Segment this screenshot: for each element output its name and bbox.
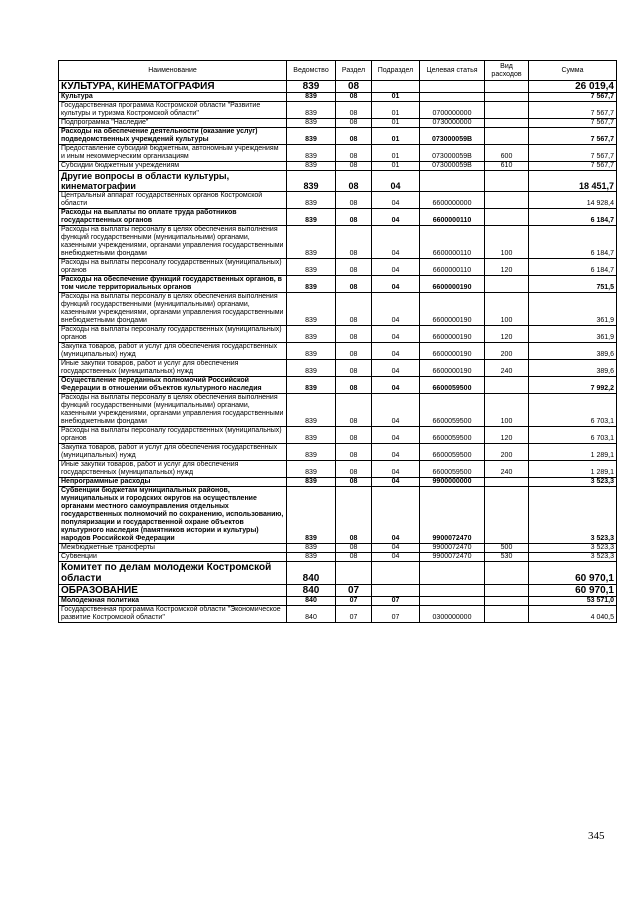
cell-target: 6600059500 bbox=[420, 444, 485, 461]
cell-dept: 839 bbox=[287, 209, 336, 226]
cell-dept: 839 bbox=[287, 487, 336, 544]
cell-target: 9900072470 bbox=[420, 553, 485, 562]
table-row bbox=[59, 427, 617, 444]
cell-amount: 7 567,7 bbox=[529, 119, 617, 128]
cell-exptype bbox=[485, 171, 529, 192]
cell-amount: 18 451,7 bbox=[529, 171, 617, 192]
cell-subsection: 04 bbox=[372, 192, 420, 209]
cell-exptype: 120 bbox=[485, 427, 529, 444]
table-row bbox=[59, 171, 617, 192]
cell-target: 6600000190 bbox=[420, 343, 485, 360]
table-row bbox=[59, 209, 617, 226]
cell-exptype: 200 bbox=[485, 444, 529, 461]
cell-exptype bbox=[485, 81, 529, 93]
cell-exptype: 120 bbox=[485, 259, 529, 276]
cell-exptype bbox=[485, 562, 529, 585]
cell-name: Другие вопросы в области культуры, кинематографии bbox=[59, 171, 287, 192]
cell-amount: 3 523,3 bbox=[529, 478, 617, 487]
cell-section: 08 bbox=[336, 487, 372, 544]
cell-name: Межбюджетные трансферты bbox=[59, 544, 287, 553]
cell-exptype: 530 bbox=[485, 553, 529, 562]
cell-exptype bbox=[485, 102, 529, 119]
cell-amount: 7 567,7 bbox=[529, 162, 617, 171]
column-header-subsection: Подраздел bbox=[372, 61, 420, 81]
table-row bbox=[59, 192, 617, 209]
table-row bbox=[59, 162, 617, 171]
cell-amount: 6 184,7 bbox=[529, 209, 617, 226]
cell-target bbox=[420, 81, 485, 93]
column-header-section: Раздел bbox=[336, 61, 372, 81]
column-header-exptype: Вид расходов bbox=[485, 61, 529, 81]
cell-target bbox=[420, 585, 485, 597]
cell-target: 6600000190 bbox=[420, 360, 485, 377]
cell-target: 0300000000 bbox=[420, 606, 485, 623]
cell-exptype bbox=[485, 487, 529, 544]
cell-amount: 389,6 bbox=[529, 343, 617, 360]
cell-name: Осуществление переданных полномочий Российской Федерации в отношении объектов культурного наследия bbox=[59, 377, 287, 394]
cell-section: 08 bbox=[336, 259, 372, 276]
table-row bbox=[59, 343, 617, 360]
cell-subsection: 04 bbox=[372, 209, 420, 226]
cell-name: Закупка товаров, работ и услуг для обеспечения государственных (муниципальных) нужд bbox=[59, 343, 287, 360]
cell-dept: 839 bbox=[287, 81, 336, 93]
cell-exptype bbox=[485, 93, 529, 102]
cell-exptype bbox=[485, 377, 529, 394]
cell-dept: 840 bbox=[287, 585, 336, 597]
cell-subsection: 01 bbox=[372, 162, 420, 171]
cell-section: 08 bbox=[336, 478, 372, 487]
cell-section: 08 bbox=[336, 93, 372, 102]
cell-exptype bbox=[485, 128, 529, 145]
table-row bbox=[59, 377, 617, 394]
cell-exptype bbox=[485, 209, 529, 226]
cell-section: 08 bbox=[336, 192, 372, 209]
cell-section: 08 bbox=[336, 427, 372, 444]
cell-dept: 839 bbox=[287, 259, 336, 276]
cell-exptype: 240 bbox=[485, 360, 529, 377]
cell-target bbox=[420, 597, 485, 606]
cell-name: Подпрограмма "Наследие" bbox=[59, 119, 287, 128]
cell-dept: 839 bbox=[287, 360, 336, 377]
table-row bbox=[59, 145, 617, 162]
table-row bbox=[59, 293, 617, 326]
cell-subsection: 04 bbox=[372, 553, 420, 562]
cell-subsection: 01 bbox=[372, 119, 420, 128]
cell-dept: 839 bbox=[287, 119, 336, 128]
cell-section: 08 bbox=[336, 209, 372, 226]
cell-subsection: 04 bbox=[372, 544, 420, 553]
cell-amount: 7 992,2 bbox=[529, 377, 617, 394]
cell-subsection: 04 bbox=[372, 478, 420, 487]
cell-name: Иные закупки товаров, работ и услуг для обеспечения государственных (муниципальных) нужд bbox=[59, 461, 287, 478]
cell-name: Иные закупки товаров, работ и услуг для обеспечения государственных (муниципальных) нужд bbox=[59, 360, 287, 377]
cell-dept: 839 bbox=[287, 102, 336, 119]
cell-dept: 839 bbox=[287, 162, 336, 171]
cell-exptype bbox=[485, 119, 529, 128]
cell-subsection: 04 bbox=[372, 276, 420, 293]
table-row bbox=[59, 326, 617, 343]
cell-section: 08 bbox=[336, 394, 372, 427]
table-row bbox=[59, 259, 617, 276]
cell-target bbox=[420, 562, 485, 585]
cell-section: 08 bbox=[336, 276, 372, 293]
cell-dept: 839 bbox=[287, 293, 336, 326]
cell-subsection: 04 bbox=[372, 226, 420, 259]
cell-subsection: 04 bbox=[372, 444, 420, 461]
cell-section: 08 bbox=[336, 461, 372, 478]
cell-name: Государственная программа Костромской области "Развитие культуры и туризма Костромской области" bbox=[59, 102, 287, 119]
table-row bbox=[59, 444, 617, 461]
cell-subsection: 07 bbox=[372, 597, 420, 606]
cell-target: 073000059В bbox=[420, 162, 485, 171]
cell-name: Культура bbox=[59, 93, 287, 102]
cell-subsection: 04 bbox=[372, 487, 420, 544]
cell-section: 08 bbox=[336, 343, 372, 360]
cell-target bbox=[420, 93, 485, 102]
cell-dept: 839 bbox=[287, 343, 336, 360]
cell-dept: 839 bbox=[287, 461, 336, 478]
cell-amount: 7 567,7 bbox=[529, 128, 617, 145]
cell-amount: 6 703,1 bbox=[529, 427, 617, 444]
cell-dept: 839 bbox=[287, 276, 336, 293]
table-row bbox=[59, 478, 617, 487]
cell-name: Закупка товаров, работ и услуг для обеспечения государственных (муниципальных) нужд bbox=[59, 444, 287, 461]
cell-dept: 839 bbox=[287, 377, 336, 394]
cell-section: 08 bbox=[336, 326, 372, 343]
cell-exptype: 240 bbox=[485, 461, 529, 478]
cell-subsection bbox=[372, 585, 420, 597]
cell-subsection: 07 bbox=[372, 606, 420, 623]
cell-section: 08 bbox=[336, 171, 372, 192]
cell-target: 6600000110 bbox=[420, 259, 485, 276]
cell-amount: 3 523,3 bbox=[529, 544, 617, 553]
cell-dept: 839 bbox=[287, 192, 336, 209]
cell-exptype bbox=[485, 606, 529, 623]
cell-exptype: 120 bbox=[485, 326, 529, 343]
table-body bbox=[59, 81, 617, 623]
cell-target: 6600000190 bbox=[420, 293, 485, 326]
cell-amount: 4 040,5 bbox=[529, 606, 617, 623]
table-row bbox=[59, 276, 617, 293]
cell-target: 6600000000 bbox=[420, 192, 485, 209]
table-row bbox=[59, 81, 617, 93]
table-header-row bbox=[59, 61, 617, 81]
cell-subsection: 04 bbox=[372, 427, 420, 444]
table-row bbox=[59, 544, 617, 553]
cell-section: 08 bbox=[336, 102, 372, 119]
cell-dept: 840 bbox=[287, 562, 336, 585]
cell-section: 08 bbox=[336, 293, 372, 326]
cell-target: 9900072470 bbox=[420, 487, 485, 544]
cell-name: Расходы на обеспечение функций государственных органов, в том числе территориальных органов bbox=[59, 276, 287, 293]
cell-amount: 3 523,3 bbox=[529, 553, 617, 562]
column-header-name: Наименование bbox=[59, 61, 287, 81]
cell-dept: 839 bbox=[287, 427, 336, 444]
cell-amount: 6 184,7 bbox=[529, 226, 617, 259]
cell-target: 6600000110 bbox=[420, 209, 485, 226]
cell-target: 0700000000 bbox=[420, 102, 485, 119]
cell-name: Расходы на выплаты персоналу государственных (муниципальных) органов bbox=[59, 259, 287, 276]
cell-section: 08 bbox=[336, 360, 372, 377]
cell-amount: 7 567,7 bbox=[529, 93, 617, 102]
cell-dept: 839 bbox=[287, 394, 336, 427]
cell-name: Расходы на выплаты персоналу государственных (муниципальных) органов bbox=[59, 427, 287, 444]
cell-dept: 839 bbox=[287, 128, 336, 145]
cell-exptype: 600 bbox=[485, 145, 529, 162]
cell-subsection bbox=[372, 562, 420, 585]
table-row bbox=[59, 487, 617, 544]
column-header-amount: Сумма bbox=[529, 61, 617, 81]
cell-subsection: 04 bbox=[372, 461, 420, 478]
cell-target: 6600059500 bbox=[420, 377, 485, 394]
cell-target: 9900072470 bbox=[420, 544, 485, 553]
cell-section: 07 bbox=[336, 606, 372, 623]
cell-name: Расходы на выплаты персоналу государственных (муниципальных) органов bbox=[59, 326, 287, 343]
table-row bbox=[59, 119, 617, 128]
cell-exptype bbox=[485, 276, 529, 293]
table-row bbox=[59, 461, 617, 478]
table-row bbox=[59, 597, 617, 606]
cell-section: 07 bbox=[336, 597, 372, 606]
cell-dept: 839 bbox=[287, 544, 336, 553]
cell-amount: 1 289,1 bbox=[529, 444, 617, 461]
cell-target: 6600000190 bbox=[420, 326, 485, 343]
cell-dept: 839 bbox=[287, 326, 336, 343]
cell-section: 08 bbox=[336, 119, 372, 128]
cell-section: 08 bbox=[336, 444, 372, 461]
cell-name: Расходы на выплаты персоналу в целях обеспечения выполнения функций государственными (муниципальными) органами, казенными учреждениями, органами управления государственными внебюджетными фондами bbox=[59, 293, 287, 326]
table-row bbox=[59, 226, 617, 259]
table-row bbox=[59, 93, 617, 102]
cell-target: 6600059500 bbox=[420, 394, 485, 427]
cell-exptype: 100 bbox=[485, 394, 529, 427]
cell-amount: 6 703,1 bbox=[529, 394, 617, 427]
cell-name: Предоставление субсидий бюджетным, автономным учреждениям и иным некоммерческим организациям bbox=[59, 145, 287, 162]
cell-name: Расходы на выплаты по оплате труда работников государственных органов bbox=[59, 209, 287, 226]
cell-dept: 839 bbox=[287, 171, 336, 192]
cell-target: 073000059В bbox=[420, 128, 485, 145]
cell-subsection: 04 bbox=[372, 293, 420, 326]
cell-target: 073000059В bbox=[420, 145, 485, 162]
cell-target: 6600000110 bbox=[420, 226, 485, 259]
cell-section bbox=[336, 562, 372, 585]
cell-section: 07 bbox=[336, 585, 372, 597]
table-row bbox=[59, 128, 617, 145]
cell-amount: 751,5 bbox=[529, 276, 617, 293]
cell-name: Расходы на выплаты персоналу в целях обеспечения выполнения функций государственными (муниципальными) органами, казенными учреждениями, органами управления государственными внебюджетными фондами bbox=[59, 394, 287, 427]
cell-amount: 60 970,1 bbox=[529, 585, 617, 597]
cell-exptype bbox=[485, 192, 529, 209]
cell-amount: 6 184,7 bbox=[529, 259, 617, 276]
cell-name: КУЛЬТУРА, КИНЕМАТОГРАФИЯ bbox=[59, 81, 287, 93]
cell-name: Молодежная политика bbox=[59, 597, 287, 606]
cell-subsection: 04 bbox=[372, 259, 420, 276]
cell-name: ОБРАЗОВАНИЕ bbox=[59, 585, 287, 597]
cell-exptype: 200 bbox=[485, 343, 529, 360]
cell-exptype: 100 bbox=[485, 226, 529, 259]
cell-name: Субсидии бюджетным учреждениям bbox=[59, 162, 287, 171]
cell-section: 08 bbox=[336, 553, 372, 562]
budget-table bbox=[58, 60, 617, 623]
cell-subsection: 01 bbox=[372, 93, 420, 102]
cell-section: 08 bbox=[336, 226, 372, 259]
cell-target: 9900000000 bbox=[420, 478, 485, 487]
cell-dept: 840 bbox=[287, 597, 336, 606]
cell-dept: 839 bbox=[287, 145, 336, 162]
cell-exptype bbox=[485, 597, 529, 606]
cell-dept: 839 bbox=[287, 226, 336, 259]
cell-name: Расходы на выплаты персоналу в целях обеспечения выполнения функций государственными (муниципальными) органами, казенными учреждениями, органами управления государственными внебюджетными фондами bbox=[59, 226, 287, 259]
cell-dept: 839 bbox=[287, 93, 336, 102]
cell-subsection: 01 bbox=[372, 145, 420, 162]
table-row bbox=[59, 606, 617, 623]
cell-amount: 361,9 bbox=[529, 293, 617, 326]
cell-name: Центральный аппарат государственных органов Костромской области bbox=[59, 192, 287, 209]
cell-amount: 26 019,4 bbox=[529, 81, 617, 93]
cell-dept: 839 bbox=[287, 478, 336, 487]
cell-subsection: 04 bbox=[372, 360, 420, 377]
cell-target: 6600000190 bbox=[420, 276, 485, 293]
column-header-dept: Ведомство bbox=[287, 61, 336, 81]
cell-exptype: 500 bbox=[485, 544, 529, 553]
cell-dept: 839 bbox=[287, 444, 336, 461]
cell-target: 6600059500 bbox=[420, 461, 485, 478]
cell-name: Субвенции бюджетам муниципальных районов, муниципальных и городских округов на осуществление органами местного самоуправления отдельных государственных полномочий по сохранению, использованию, популяризации и государственной охране объектов культурного наследия (памятников истории и культуры) народов Российской Федерации bbox=[59, 487, 287, 544]
table-row bbox=[59, 553, 617, 562]
cell-name: Комитет по делам молодежи Костромской области bbox=[59, 562, 287, 585]
cell-exptype bbox=[485, 585, 529, 597]
cell-section: 08 bbox=[336, 145, 372, 162]
cell-section: 08 bbox=[336, 162, 372, 171]
cell-subsection: 04 bbox=[372, 394, 420, 427]
cell-target: 6600059500 bbox=[420, 427, 485, 444]
cell-amount: 14 928,4 bbox=[529, 192, 617, 209]
cell-name: Субвенции bbox=[59, 553, 287, 562]
table-row bbox=[59, 562, 617, 585]
cell-name: Расходы на обеспечение деятельности (оказание услуг) подведомственных учреждений культуры bbox=[59, 128, 287, 145]
cell-subsection: 01 bbox=[372, 102, 420, 119]
cell-amount: 53 571,0 bbox=[529, 597, 617, 606]
cell-exptype: 610 bbox=[485, 162, 529, 171]
cell-name: Непрограммные расходы bbox=[59, 478, 287, 487]
cell-amount: 7 567,7 bbox=[529, 102, 617, 119]
cell-subsection: 01 bbox=[372, 128, 420, 145]
table-row bbox=[59, 360, 617, 377]
cell-amount: 1 289,1 bbox=[529, 461, 617, 478]
cell-section: 08 bbox=[336, 544, 372, 553]
column-header-target: Целевая статья bbox=[420, 61, 485, 81]
cell-subsection: 04 bbox=[372, 326, 420, 343]
table-row bbox=[59, 394, 617, 427]
cell-amount: 361,9 bbox=[529, 326, 617, 343]
cell-amount: 389,6 bbox=[529, 360, 617, 377]
cell-section: 08 bbox=[336, 81, 372, 93]
cell-name: Государственная программа Костромской области "Экономическое развитие Костромской области" bbox=[59, 606, 287, 623]
cell-target bbox=[420, 171, 485, 192]
cell-subsection bbox=[372, 81, 420, 93]
cell-exptype: 100 bbox=[485, 293, 529, 326]
cell-amount: 3 523,3 bbox=[529, 487, 617, 544]
cell-exptype bbox=[485, 478, 529, 487]
cell-dept: 839 bbox=[287, 553, 336, 562]
cell-subsection: 04 bbox=[372, 343, 420, 360]
page-number: 345 bbox=[588, 830, 605, 842]
cell-target: 0730000000 bbox=[420, 119, 485, 128]
cell-amount: 60 970,1 bbox=[529, 562, 617, 585]
cell-section: 08 bbox=[336, 128, 372, 145]
cell-amount: 7 567,7 bbox=[529, 145, 617, 162]
table-row bbox=[59, 102, 617, 119]
table-row bbox=[59, 585, 617, 597]
cell-subsection: 04 bbox=[372, 171, 420, 192]
cell-subsection: 04 bbox=[372, 377, 420, 394]
cell-section: 08 bbox=[336, 377, 372, 394]
cell-dept: 840 bbox=[287, 606, 336, 623]
